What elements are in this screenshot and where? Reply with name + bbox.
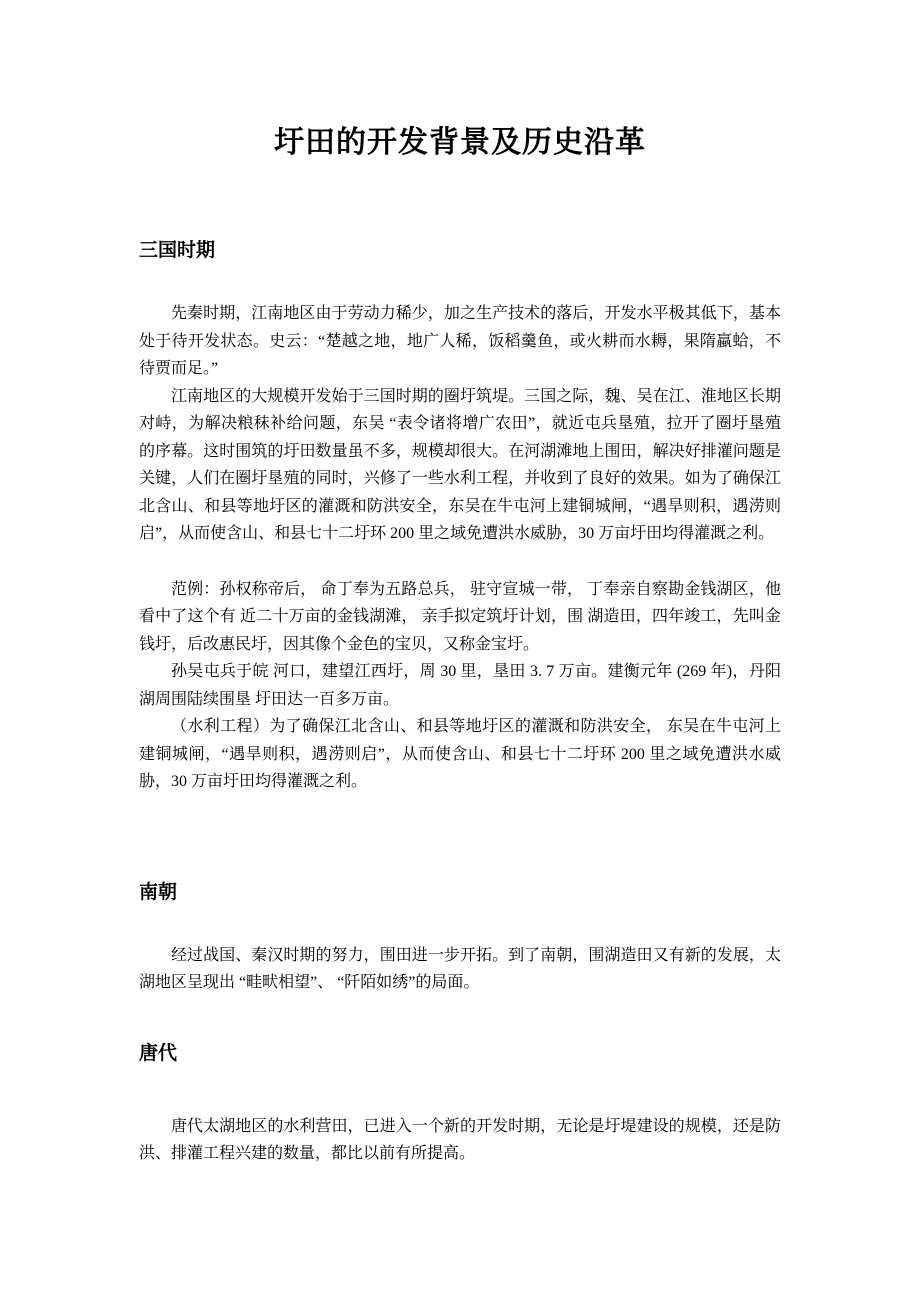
paragraph: 范例：孙权称帝后， 命丁奉为五路总兵， 驻守宣城一带， 丁奉亲自察勘金钱湖区，他看中了这个有 近二十万亩的金钱湖滩， 亲手拟定筑圩计划，围 湖造田，四年竣工，先叫金钱圩，后改惠民圩，因其像个金色的宝贝，又称金宝圩。 [139,580,781,653]
document-title: 圩田的开发背景及历史沿革 [274,126,646,159]
section-tang-dynasty [139,1041,781,1168]
section-heading-southern-dynasties: 南朝 [139,881,178,903]
section-heading-tang-dynasty: 唐代 [139,1042,178,1064]
section-southern-dynasties [139,880,781,997]
paragraph: 经过战国、秦汉时期的努力，围田进一步开拓。到了南朝，围湖造田又有新的发展，太湖地区呈现出 “畦畎相望”、 “阡陌如绣”的局面。 [139,946,781,991]
paragraph: 先秦时期，江南地区由于劳动力稀少，加之生产技术的落后，开发水平极其低下，基本处于待开发状态。史云：“楚越之地，地广人稀，饭稻羹鱼，或火耕而水耨，果隋蠃蛤，不待贾而足。” [139,305,781,377]
paragraph: 唐代太湖地区的水利营田，已进入一个新的开发时期，无论是圩堤建设的规模，还是防洪、排灌工程兴建的数量，都比以前有所提高。 [139,1117,781,1162]
paragraph: 孙吴屯兵于皖 河口，建望江西圩，周 30 里，垦田 3. 7 万亩。建衡元年 (269 年)，丹阳湖周围陆续围垦 圩田达一百多万亩。 [139,663,781,708]
paragraph: 江南地区的大规模开发始于三国时期的圈圩筑堤。三国之际，魏、吴在江、淮地区长期对峙，为解决粮秣补给问题，东吴 “表令诸将增广农田”，就近屯兵垦殖，拉开了圈圩垦殖的序幕。这时围筑的圩田数量虽不多，规模却很大。在河湖滩地上围田，解决好排灌问题是关键，人们在圈圩垦殖的同时，兴修了一些水利工程，并收到了良好的效果。如为了确保江北含山、和县等地圩区的灌溉和防洪安全，东吴在牛屯河上建铜城闸，“遇旱则积，遇涝则启”，从而使含山、和县七十二圩环 200 里之域免遭洪水威胁，30 万亩圩田均得灌溉之利。 [139,387,781,542]
section-heading-three-kingdoms: 三国时期 [139,240,216,261]
section-three-kingdoms [139,238,781,796]
paragraph: （水利工程）为了确保江北含山、和县等地圩区的灌溉和防洪安全， 东吴在牛屯河上建铜城闸，“遇旱则积，遇涝则启”，从而使含山、和县七十二圩环 200 里之域免遭洪水威胁，30 万亩圩田均得灌溉之利。 [139,718,781,790]
